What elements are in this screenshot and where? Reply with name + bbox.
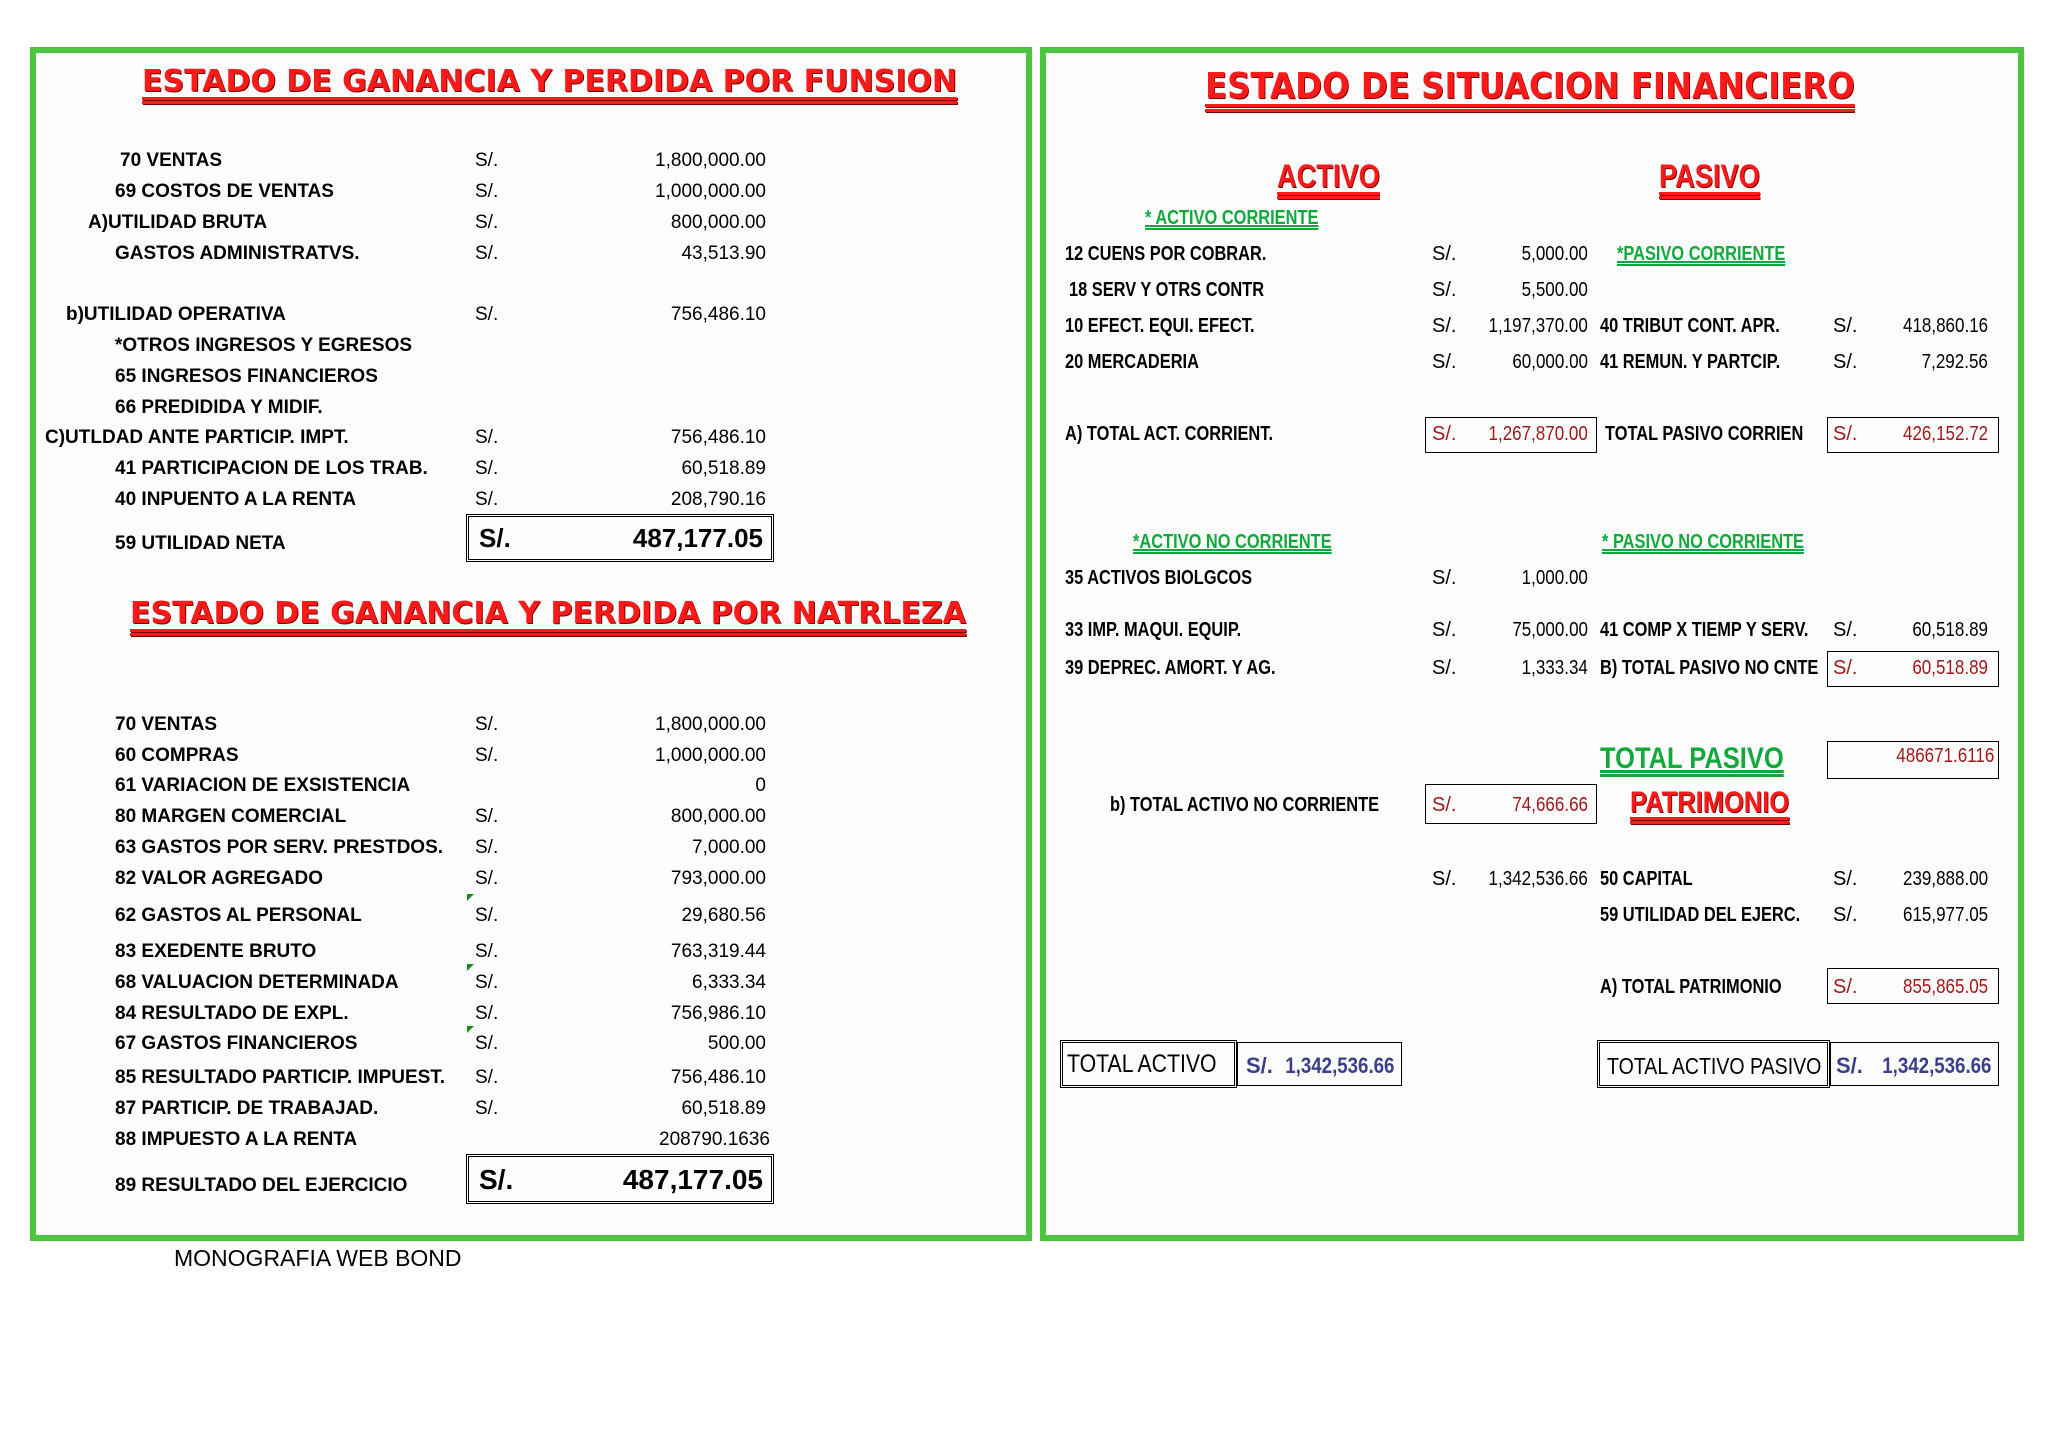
total-activo-no-corriente-value: 74,666.66: [1512, 794, 1588, 816]
naturaleza-row-currency: S/.: [475, 941, 499, 962]
naturaleza-row-value: 756,986.10: [670, 1003, 766, 1024]
naturaleza-row-value: 0: [755, 775, 766, 796]
naturaleza-total-currency: S/.: [479, 1164, 514, 1195]
activo-no-corriente-currency: S/.: [1432, 657, 1457, 679]
patrimonio-heading: PATRIMONIO: [1630, 786, 1790, 819]
pasivo-no-corriente-label: 41 COMP X TIEMP Y SERV.: [1600, 619, 1809, 641]
naturaleza-row-label: 68 VALUACION DETERMINADA: [115, 972, 399, 993]
funcion-row-currency: S/.: [475, 243, 499, 264]
total-pasivo-corriente-label: TOTAL PASIVO CORRIEN: [1605, 423, 1804, 445]
activo-no-corriente-currency: S/.: [1432, 567, 1457, 589]
naturaleza-row-label: 63 GASTOS POR SERV. PRESTDOS.: [115, 837, 444, 858]
funcion-row-label: 66 PREDIDIDA Y MIDIF.: [115, 397, 323, 418]
activo-no-corriente-label: 33 IMP. MAQUI. EQUIP.: [1065, 619, 1242, 641]
naturaleza-total-label: 89 RESULTADO DEL EJERCICIO: [115, 1175, 408, 1196]
funcion-row-label: b)UTILIDAD OPERATIVA: [66, 304, 286, 325]
activo-corriente-value: 1,197,370.00: [1488, 315, 1588, 337]
activo-no-corriente-label: 39 DEPREC. AMORT. Y AG.: [1065, 657, 1276, 679]
naturaleza-row-label: 84 RESULTADO DE EXPL.: [115, 1003, 349, 1024]
total-activo-pasivo-label: TOTAL ACTIVO PASIVO: [1607, 1053, 1822, 1079]
naturaleza-row-label: 82 VALOR AGREGADO: [115, 868, 323, 889]
activo-no-corriente-heading: *ACTIVO NO CORRIENTE: [1133, 531, 1332, 553]
naturaleza-row-value: 500.00: [707, 1033, 766, 1054]
activo-corriente-currency: S/.: [1432, 351, 1457, 373]
naturaleza-row-value: 800,000.00: [670, 806, 766, 827]
pasivo-corriente-value: 418,860.16: [1902, 315, 1988, 337]
funcion-row-value: 208,790.16: [670, 489, 766, 510]
funcion-total-label: 59 UTILIDAD NETA: [115, 533, 286, 554]
activo-no-corriente-label: 35 ACTIVOS BIOLGCOS: [1065, 567, 1253, 589]
funcion-row-label: 40 INPUENTO A LA RENTA: [115, 489, 357, 510]
pasivo-corriente-currency: S/.: [1833, 351, 1858, 373]
funcion-total-currency: S/.: [479, 523, 511, 553]
naturaleza-row-currency: S/.: [475, 1003, 499, 1024]
activo-corriente-currency: S/.: [1432, 279, 1457, 301]
cell-comment-marker: [467, 964, 474, 971]
naturaleza-row-value: 1,800,000.00: [655, 714, 766, 735]
activo-corriente-label: 20 MERCADERIA: [1065, 351, 1199, 373]
naturaleza-row-currency: S/.: [475, 905, 499, 926]
funcion-title: ESTADO DE GANANCIA Y PERDIDA POR FUNSION: [142, 64, 958, 99]
patrimonio-value: 239,888.00: [1902, 868, 1988, 890]
total-pasivo-no-cnte-label: B) TOTAL PASIVO NO CNTE: [1600, 657, 1819, 679]
total-act-corriente-currency: S/.: [1432, 423, 1457, 445]
footer-note: MONOGRAFIA WEB BOND: [174, 1245, 462, 1271]
naturaleza-row-currency: S/.: [475, 1098, 499, 1119]
total-pasivo-no-cnte-currency: S/.: [1833, 657, 1858, 679]
activo-corriente-value: 5,500.00: [1521, 279, 1588, 301]
total-activo-pasivo-currency: S/.: [1836, 1053, 1863, 1078]
naturaleza-title: ESTADO DE GANANCIA Y PERDIDA POR NATRLEZA: [130, 596, 966, 631]
total-pasivo-corriente-value: 426,152.72: [1902, 423, 1988, 445]
funcion-row-currency: S/.: [475, 489, 499, 510]
cell-comment-marker: [467, 894, 474, 901]
naturaleza-row-value: 793,000.00: [670, 868, 766, 889]
funcion-row-value: 756,486.10: [670, 304, 766, 325]
naturaleza-row-value: 756,486.10: [670, 1067, 766, 1088]
funcion-row-currency: S/.: [475, 304, 499, 325]
naturaleza-row-currency: S/.: [475, 1033, 499, 1054]
funcion-row-value: 756,486.10: [670, 427, 766, 448]
pasivo-heading: PASIVO: [1659, 158, 1760, 194]
funcion-row-value: 60,518.89: [681, 458, 766, 479]
naturaleza-row-currency: S/.: [475, 745, 499, 766]
total-activo-label: TOTAL ACTIVO: [1067, 1050, 1217, 1078]
naturaleza-row-currency: S/.: [475, 972, 499, 993]
activo-corriente-currency: S/.: [1432, 243, 1457, 265]
funcion-row-label: *OTROS INGRESOS Y EGRESOS: [115, 335, 413, 356]
funcion-row-currency: S/.: [475, 458, 499, 479]
pasivo-corriente-label: 41 REMUN. Y PARTCIP.: [1600, 351, 1781, 373]
activo-corriente-label: 10 EFECT. EQUI. EFECT.: [1065, 315, 1255, 337]
pasivo-corriente-heading: *PASIVO CORRIENTE: [1617, 243, 1786, 265]
naturaleza-row-value: 1,000,000.00: [655, 745, 766, 766]
funcion-row-label: C)UTLDAD ANTE PARTICIP. IMPT.: [45, 427, 349, 448]
naturaleza-row-value: 763,319.44: [670, 941, 766, 962]
patrimonio-value: 615,977.05: [1902, 904, 1988, 926]
total-activo-currency: S/.: [1246, 1053, 1273, 1078]
suma-activo-value: 1,342,536.66: [1488, 868, 1588, 890]
patrimonio-label: 59 UTILIDAD DEL EJERC.: [1600, 904, 1801, 926]
total-act-corriente-label: A) TOTAL ACT. CORRIENT.: [1065, 423, 1274, 445]
funcion-row-value: 1,800,000.00: [655, 150, 766, 171]
naturaleza-row-value: 208790.1636: [659, 1129, 770, 1150]
naturaleza-row-value: 7,000.00: [692, 837, 766, 858]
total-activo-pasivo-value: 1,342,536.66: [1881, 1053, 1991, 1078]
naturaleza-row-label: 83 EXEDENTE BRUTO: [115, 941, 317, 962]
total-pasivo-corriente-currency: S/.: [1833, 423, 1858, 445]
total-patrimonio-label: A) TOTAL PATRIMONIO: [1600, 976, 1782, 998]
activo-corriente-value: 5,000.00: [1521, 243, 1588, 265]
pasivo-no-corriente-currency: S/.: [1833, 619, 1858, 641]
activo-no-corriente-value: 1,333.34: [1521, 657, 1588, 679]
pasivo-no-corriente-heading: * PASIVO NO CORRIENTE: [1602, 531, 1804, 553]
pasivo-corriente-label: 40 TRIBUT CONT. APR.: [1600, 315, 1780, 337]
suma-activo-currency: S/.: [1432, 868, 1457, 890]
activo-corriente-heading: * ACTIVO CORRIENTE: [1145, 207, 1319, 229]
naturaleza-row-value: 29,680.56: [681, 905, 766, 926]
total-activo-value: 1,342,536.66: [1284, 1053, 1394, 1078]
total-patrimonio-currency: S/.: [1833, 976, 1858, 998]
activo-no-corriente-value: 75,000.00: [1512, 619, 1588, 641]
pasivo-corriente-currency: S/.: [1833, 315, 1858, 337]
activo-corriente-value: 60,000.00: [1512, 351, 1588, 373]
total-act-corriente-value: 1,267,870.00: [1488, 423, 1588, 445]
total-activo-no-corriente-label: b) TOTAL ACTIVO NO CORRIENTE: [1110, 794, 1380, 816]
funcion-row-currency: S/.: [475, 212, 499, 233]
naturaleza-row-label: 70 VENTAS: [115, 714, 218, 735]
patrimonio-label: 50 CAPITAL: [1600, 868, 1693, 890]
activo-corriente-label: 18 SERV Y OTRS CONTR: [1069, 279, 1265, 301]
funcion-row-value: 800,000.00: [670, 212, 766, 233]
activo-corriente-currency: S/.: [1432, 315, 1457, 337]
patrimonio-currency: S/.: [1833, 868, 1858, 890]
naturaleza-row-currency: S/.: [475, 1067, 499, 1088]
naturaleza-row-currency: S/.: [475, 837, 499, 858]
situacion-title: ESTADO DE SITUACION FINANCIERO: [1205, 66, 1855, 107]
funcion-row-label: 65 INGRESOS FINANCIEROS: [115, 366, 378, 387]
funcion-row-label: 70 VENTAS: [120, 150, 223, 171]
funcion-row-label: 69 COSTOS DE VENTAS: [115, 181, 334, 202]
naturaleza-total-value: 487,177.05: [622, 1164, 763, 1195]
funcion-row-label: 41 PARTICIPACION DE LOS TRAB.: [115, 458, 428, 479]
naturaleza-row-value: 6,333.34: [692, 972, 766, 993]
naturaleza-row-label: 67 GASTOS FINANCIEROS: [115, 1033, 358, 1054]
pasivo-corriente-value: 7,292.56: [1921, 351, 1988, 373]
funcion-row-currency: S/.: [475, 181, 499, 202]
total-pasivo-no-cnte-value: 60,518.89: [1912, 657, 1988, 679]
activo-corriente-label: 12 CUENS POR COBRAR.: [1065, 243, 1267, 265]
funcion-row-value: 1,000,000.00: [655, 181, 766, 202]
naturaleza-row-label: 60 COMPRAS: [115, 745, 239, 766]
naturaleza-row-label: 88 IMPUESTO A LA RENTA: [115, 1129, 358, 1150]
activo-heading: ACTIVO: [1277, 158, 1380, 194]
naturaleza-row-currency: S/.: [475, 714, 499, 735]
patrimonio-currency: S/.: [1833, 904, 1858, 926]
naturaleza-row-currency: S/.: [475, 868, 499, 889]
funcion-row-currency: S/.: [475, 427, 499, 448]
naturaleza-row-label: 85 RESULTADO PARTICIP. IMPUEST.: [115, 1067, 446, 1088]
naturaleza-row-value: 60,518.89: [681, 1098, 766, 1119]
total-pasivo-value: 486671.6116: [1895, 745, 1994, 767]
total-patrimonio-value: 855,865.05: [1902, 976, 1988, 998]
naturaleza-row-label: 62 GASTOS AL PERSONAL: [115, 905, 362, 926]
naturaleza-row-label: 87 PARTICIP. DE TRABAJAD.: [115, 1098, 379, 1119]
funcion-row-label: A)UTILIDAD BRUTA: [88, 212, 268, 233]
funcion-row-label: GASTOS ADMINISTRATVS.: [115, 243, 360, 264]
funcion-row-currency: S/.: [475, 150, 499, 171]
cell-comment-marker: [467, 1026, 474, 1033]
funcion-total-value: 487,177.05: [632, 523, 763, 553]
total-pasivo-label: TOTAL PASIVO: [1600, 742, 1784, 775]
pasivo-no-corriente-value: 60,518.89: [1912, 619, 1988, 641]
naturaleza-row-currency: S/.: [475, 806, 499, 827]
activo-no-corriente-currency: S/.: [1432, 619, 1457, 641]
funcion-row-value: 43,513.90: [681, 243, 766, 264]
activo-no-corriente-value: 1,000.00: [1521, 567, 1588, 589]
naturaleza-row-label: 80 MARGEN COMERCIAL: [115, 806, 347, 827]
total-activo-no-corriente-currency: S/.: [1432, 794, 1457, 816]
naturaleza-row-label: 61 VARIACION DE EXSISTENCIA: [115, 775, 411, 796]
